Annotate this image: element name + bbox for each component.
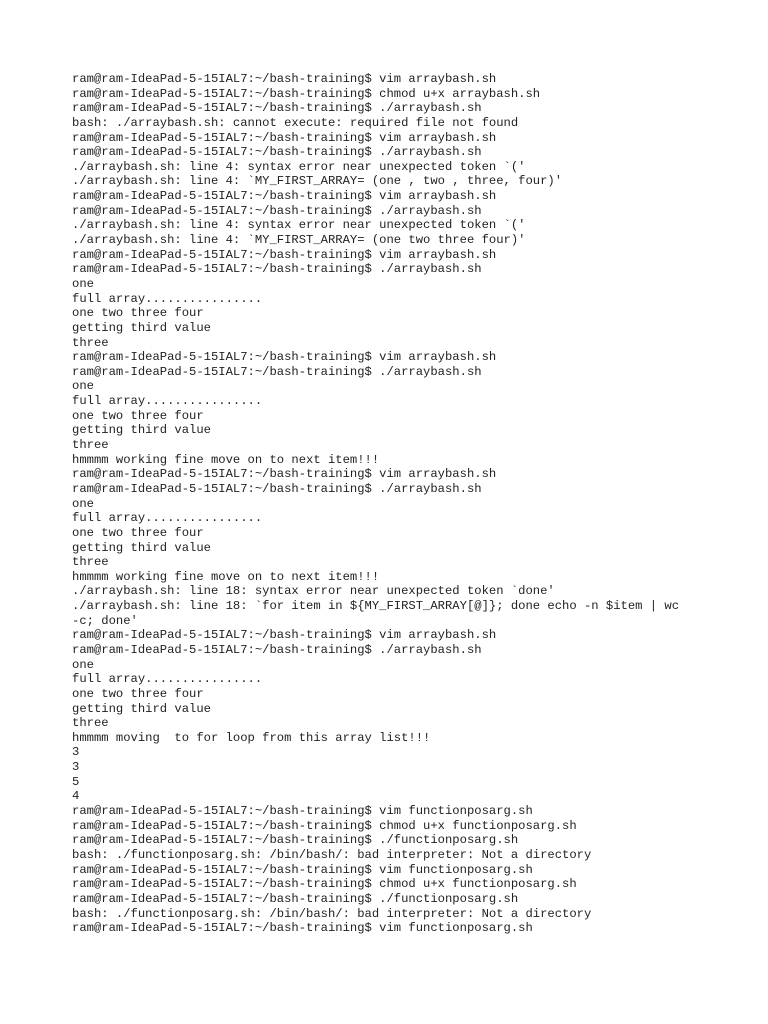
error-line: ./arraybash.sh: line 4: `MY_FIRST_ARRAY= (one two three four)' [72,233,526,248]
prompt-line: ram@ram-IdeaPad-5-15IAL7:~/bash-training$ chmod u+x arraybash.sh [72,86,541,101]
output-line: three [72,555,109,570]
prompt-line: ram@ram-IdeaPad-5-15IAL7:~/bash-training$ vim arraybash.sh [72,350,497,365]
error-line: bash: ./functionposarg.sh: /bin/bash/: bad interpreter: Not a directory [72,847,592,862]
output-line: full array................ [72,291,263,306]
output-line: -c; done' [72,613,138,628]
error-line: ./arraybash.sh: line 4: syntax error near unexpected token `(' [72,218,526,233]
error-line: ./arraybash.sh: line 4: `MY_FIRST_ARRAY= (one , two , three, four)' [72,174,563,189]
error-line: ./arraybash.sh: line 18: `for item in ${MY_FIRST_ARRAY[@]}; done echo -n $item | wc [72,599,680,614]
output-line: getting third value [72,320,211,335]
prompt-line: ram@ram-IdeaPad-5-15IAL7:~/bash-training$ ./arraybash.sh [72,203,482,218]
output-line: one [72,496,94,511]
output-line: getting third value [72,701,211,716]
prompt-line: ram@ram-IdeaPad-5-15IAL7:~/bash-training$ ./functionposarg.sh [72,891,519,906]
output-line: 3 [72,745,80,760]
error-line: bash: ./functionposarg.sh: /bin/bash/: bad interpreter: Not a directory [72,906,592,921]
output-line: hmmmm working fine move on to next item!!! [72,569,380,584]
prompt-line: ram@ram-IdeaPad-5-15IAL7:~/bash-training$ ./arraybash.sh [72,101,482,116]
output-line: three [72,335,109,350]
output-line: hmmmm moving to for loop from this array list!!! [72,730,431,745]
output-line: full array................ [72,672,263,687]
error-line: ./arraybash.sh: line 4: syntax error near unexpected token `(' [72,159,526,174]
output-line: full array................ [72,511,263,526]
prompt-line: ram@ram-IdeaPad-5-15IAL7:~/bash-training$ vim functionposarg.sh [72,804,533,819]
prompt-line: ram@ram-IdeaPad-5-15IAL7:~/bash-training$ vim functionposarg.sh [72,921,533,936]
prompt-line: ram@ram-IdeaPad-5-15IAL7:~/bash-training$ ./arraybash.sh [72,145,482,160]
prompt-line: ram@ram-IdeaPad-5-15IAL7:~/bash-training$ vim functionposarg.sh [72,862,533,877]
output-line: one two three four [72,525,204,540]
prompt-line: ram@ram-IdeaPad-5-15IAL7:~/bash-training$ vim arraybash.sh [72,130,497,145]
prompt-line: ram@ram-IdeaPad-5-15IAL7:~/bash-training$ ./arraybash.sh [72,262,482,277]
prompt-line: ram@ram-IdeaPad-5-15IAL7:~/bash-training$ vim arraybash.sh [72,467,497,482]
prompt-line: ram@ram-IdeaPad-5-15IAL7:~/bash-training$ vim arraybash.sh [72,189,497,204]
prompt-line: ram@ram-IdeaPad-5-15IAL7:~/bash-training$ ./arraybash.sh [72,642,482,657]
terminal-output [72,72,712,936]
output-line: 5 [72,774,80,789]
error-line: ./arraybash.sh: line 18: syntax error near unexpected token `done' [72,584,555,599]
output-line: 4 [72,789,80,804]
prompt-line: ram@ram-IdeaPad-5-15IAL7:~/bash-training$ chmod u+x functionposarg.sh [72,818,577,833]
output-line: one [72,276,94,291]
output-line: one [72,379,94,394]
output-line: getting third value [72,540,211,555]
prompt-line: ram@ram-IdeaPad-5-15IAL7:~/bash-training$ chmod u+x functionposarg.sh [72,877,577,892]
error-line: bash: ./arraybash.sh: cannot execute: required file not found [72,115,519,130]
output-line: hmmmm working fine move on to next item!!! [72,452,380,467]
prompt-line: ram@ram-IdeaPad-5-15IAL7:~/bash-training$ ./functionposarg.sh [72,833,519,848]
output-line: three [72,438,109,453]
prompt-line: ram@ram-IdeaPad-5-15IAL7:~/bash-training$ vim arraybash.sh [72,628,497,643]
output-line: one two three four [72,686,204,701]
output-line: one two three four [72,306,204,321]
output-line: one [72,657,94,672]
prompt-line: ram@ram-IdeaPad-5-15IAL7:~/bash-training$ vim arraybash.sh [72,72,497,86]
output-line: full array................ [72,394,263,409]
prompt-line: ram@ram-IdeaPad-5-15IAL7:~/bash-training$ ./arraybash.sh [72,481,482,496]
output-line: 3 [72,760,80,775]
prompt-line: ram@ram-IdeaPad-5-15IAL7:~/bash-training$ vim arraybash.sh [72,247,497,262]
prompt-line: ram@ram-IdeaPad-5-15IAL7:~/bash-training$ ./arraybash.sh [72,364,482,379]
output-line: three [72,716,109,731]
output-line: getting third value [72,423,211,438]
output-line: one two three four [72,408,204,423]
